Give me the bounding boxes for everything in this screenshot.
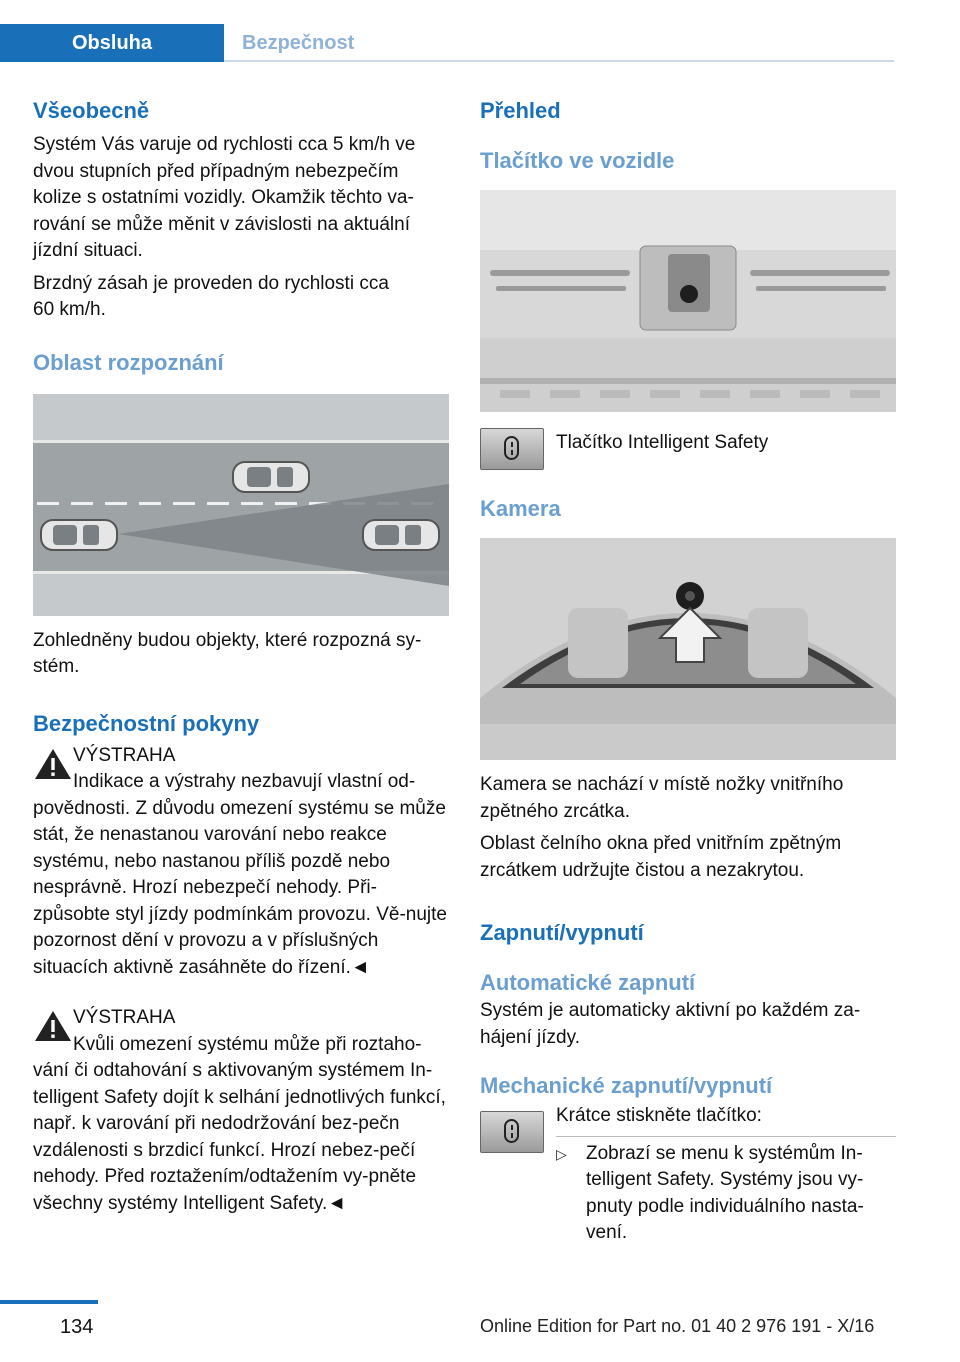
camera-paragraph-1: Kamera se nachází v místě nožky vnitřního zpětného zrcátka. [480, 774, 844, 822]
header-tabs [0, 24, 354, 62]
overview-heading: Přehled [480, 98, 561, 123]
detection-heading: Oblast rozpoznání [33, 349, 224, 375]
camera-paragraph-2: Oblast čelního okna před vnitřním zpětným zrcátkem udržujte čistou a nezakrytou. [480, 833, 842, 881]
tab-bezpecnost[interactable]: Bezpečnost [242, 32, 355, 54]
auto-paragraph: Systém je automaticky aktivní po každém za‐hájení jízdy. [480, 1000, 861, 1048]
warning-2 [33, 1005, 449, 1217]
car-right [363, 520, 439, 550]
button-caption-row [480, 428, 896, 470]
general-paragraph: Systém Vás varuje od rychlosti cca 5 km/h ve dvou stupních před případným nebezpečím kolize s ostatními vozidly. Okamžik těchto va‐rování se může měnit v závislosti na aktuální jízdní situaci. [33, 134, 416, 261]
speed-paragraph [33, 271, 449, 324]
auto-heading: Automatické zapnutí [480, 970, 696, 995]
manual-row [480, 1103, 896, 1247]
car-top [233, 462, 309, 492]
camera-figure [480, 538, 896, 760]
onoff-heading: Zapnutí/vypnutí [480, 920, 644, 945]
warning-2-text: Kvůli omezení systému může při roztaho‐vání či odtahování s aktivovaným systémem In‐telligent Safety dojít k selhání jednotlivých funkcí, např. k varování při nedodržování bez‐pečn vzdálenosti s brzdicí funkcí. Hrozí nebez‐pečí nehody. Před roztažením/odtažením vy‐pněte všechny systémy Intelligent Safety.◄ [33, 1033, 446, 1214]
header-divider [224, 60, 894, 62]
warning-1 [33, 743, 449, 982]
manual-text: Krátce stiskněte tlačítko: [556, 1105, 762, 1126]
warning-2-label: VÝSTRAHA [73, 1007, 176, 1028]
manual-bullet [556, 1136, 896, 1247]
speed-line-1: Brzdný zásah je proveden do rychlosti cca [33, 272, 389, 294]
left-column [33, 96, 449, 1217]
page-number: 134 [60, 1316, 94, 1338]
button-heading: Tlačítko ve vozidle [480, 148, 675, 173]
camera-photo [480, 538, 896, 760]
general-heading: Všeobecně [33, 98, 150, 123]
warning-triangle-icon [33, 1009, 73, 1043]
camera-heading: Kamera [480, 496, 561, 521]
car-left [41, 520, 117, 550]
detection-area-illustration [33, 394, 449, 616]
edition-text: Online Edition for Part no. 01 40 2 976 191 - X/16 [480, 1316, 875, 1336]
footer-accent-line [0, 1300, 98, 1304]
manual-instructions [556, 1103, 896, 1247]
detection-caption: Zohledněny budou objekty, které rozpozná sy‐stém. [33, 629, 422, 677]
right-column [480, 96, 896, 1247]
warning-1-text: Indikace a výstrahy nezbavují vlastní od‐povědnosti. Z důvodu omezení systému se může stát, že nenastanou varování nebo reakce systému, nebo nastanou příliš pozdě nebo nesprávně. Hrozí nebezpečí nehody. Při‐způsobte styl jízdy podmínkám provozu. Vě‐nujte pozornost dění v provozu a v příslušných situacích aktivně zasáhněte do řízení.◄ [33, 771, 447, 978]
intelligent-safety-button-icon [480, 428, 544, 470]
button-caption: Tlačítko Intelligent Safety [556, 432, 769, 453]
safety-heading: Bezpečnostní pokyny [33, 710, 260, 736]
warning-1-label: VÝSTRAHA [73, 744, 176, 766]
manual-bullet-text: Zobrazí se menu k systémům In‐telligent Safety. Systémy jsou vy‐pnuty podle individuálního nasta‐vení. [586, 1142, 864, 1243]
dashboard-photo [480, 190, 896, 412]
tab-obsluha[interactable]: Obsluha [0, 24, 224, 62]
warning-triangle-icon [33, 747, 73, 781]
detection-area-figure [33, 394, 449, 616]
intelligent-safety-button-icon [480, 1111, 544, 1153]
manual-heading: Mechanické zapnutí/vypnutí [480, 1073, 773, 1098]
bullet-triangle-icon: ▷ [556, 1145, 567, 1162]
speed-line-2: 60 km/h. [33, 299, 106, 320]
dashboard-button-figure [480, 190, 896, 412]
